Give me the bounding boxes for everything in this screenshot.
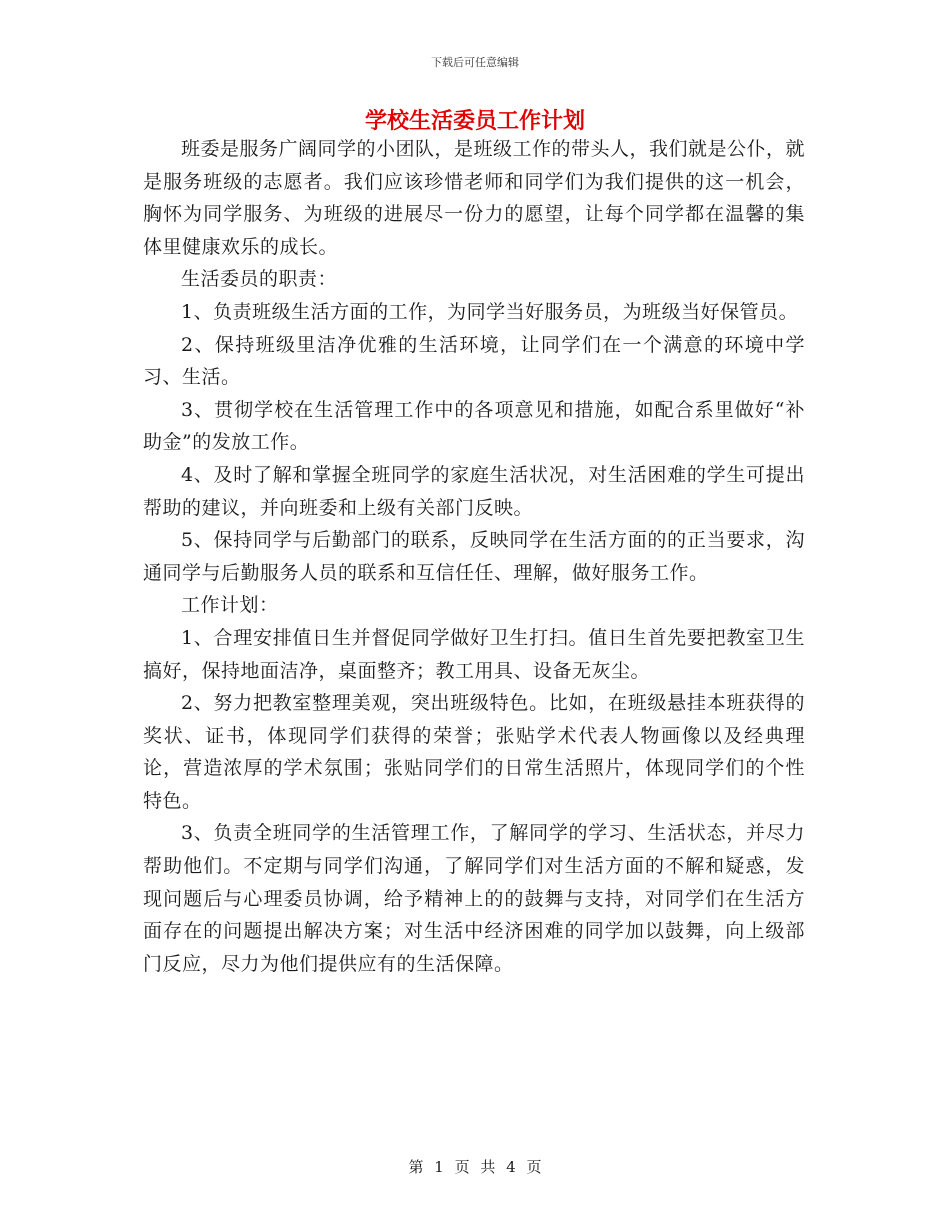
section-heading-duties: 生活委员的职责： <box>181 268 338 291</box>
document-title: 学校生活委员工作计划 <box>364 108 585 134</box>
duty-item-1: 1、负责班级生活方面的工作，为同学当好服务员，为班级当好保管员。 <box>181 300 799 323</box>
page-number: 第 1 页 共 4 页 <box>408 1158 542 1176</box>
plan-item-1: 1、合理安排值日生并督促同学做好卫生打扫。值日生首先要把教室卫生搞好，保持地面洁净，桌面整齐；教工用具、设备无灰尘。 <box>143 626 805 682</box>
duty-item-2: 2、保持班级里洁净优雅的生活环境，让同学们在一个满意的环境中学习、生活。 <box>143 333 805 389</box>
document-body <box>143 133 805 980</box>
plan-item-2: 2、努力把教室整理美观，突出班级特色。比如，在班级悬挂本班获得的奖状、证书，体现同学们获得的荣誉；张贴学术代表人物画像以及经典理论，营造浓厚的学术氛围；张贴同学们的日常生活照片，体现同学们的个性特色。 <box>143 692 805 812</box>
duty-item-4: 4、及时了解和掌握全班同学的家庭生活状况，对生活困难的学生可提出帮助的建议，并向班委和上级有关部门反映。 <box>143 463 805 519</box>
section-heading-plan: 工作计划： <box>181 594 279 617</box>
page-header-note: 下载后可任意编辑 <box>431 56 519 69</box>
duty-item-5: 5、保持同学与后勤部门的联系，反映同学在生活方面的的正当要求，沟通同学与后勤服务人员的联系和互信任任、理解，做好服务工作。 <box>143 529 805 584</box>
duty-item-3: 3、贯彻学校在生活管理工作中的各项意见和措施，如配合系里做好“补助金”的发放工作。 <box>143 398 805 454</box>
intro-paragraph: 班委是服务广阔同学的小团队，是班级工作的带头人，我们就是公仆，就是服务班级的志愿者。我们应该珍惜老师和同学们为我们提供的这一机会，胸怀为同学服务、为班级的进展尽一份力的愿望，让每个同学都在温馨的集体里健康欢乐的成长。 <box>143 138 806 258</box>
plan-item-3: 3、负责全班同学的生活管理工作，了解同学的学习、生活状态，并尽力帮助他们。不定期与同学们沟通，了解同学们对生活方面的不解和疑惑，发现问题后与心理委员协调，给予精神上的的鼓舞与支持，对同学们在生活方面存在的问题提出解决方案；对生活中经济困难的同学加以鼓舞，向上级部门反应，尽力为他们提供应有的生活保障。 <box>143 822 805 975</box>
